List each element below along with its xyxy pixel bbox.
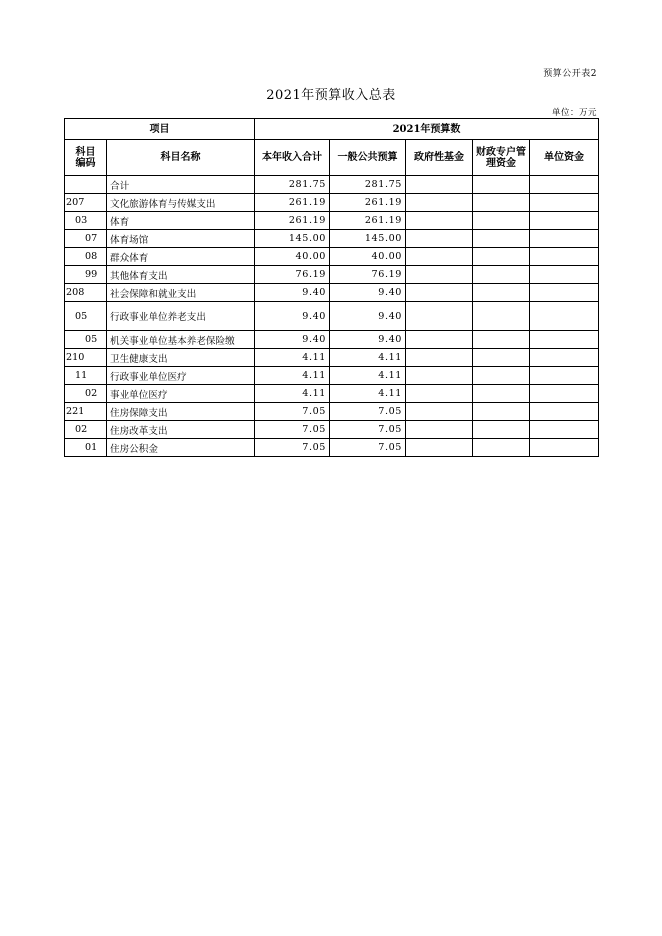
table-row — [65, 284, 599, 302]
table-row — [65, 302, 599, 331]
row-name: 合计 — [107, 176, 255, 194]
row-fund — [406, 284, 473, 302]
table-row — [65, 367, 599, 385]
row-unit-funds — [530, 331, 599, 349]
row-general: 7.05 — [330, 439, 406, 457]
row-name: 行政事业单位养老支出 — [107, 302, 255, 331]
row-name: 社会保障和就业支出 — [107, 284, 255, 302]
table-row — [65, 403, 599, 421]
row-special — [473, 421, 530, 439]
row-total: 9.40 — [255, 284, 330, 302]
row-name: 住房改革支出 — [107, 421, 255, 439]
row-name: 卫生健康支出 — [107, 349, 255, 367]
row-special — [473, 349, 530, 367]
row-unit-funds — [530, 349, 599, 367]
table-row — [65, 212, 599, 230]
row-general: 9.40 — [330, 284, 406, 302]
row-fund — [406, 176, 473, 194]
row-unit-funds — [530, 194, 599, 212]
unit-label: 单位：万元 — [551, 108, 597, 118]
row-total: 4.11 — [255, 367, 330, 385]
row-special — [473, 194, 530, 212]
row-special — [473, 367, 530, 385]
table-row — [65, 349, 599, 367]
row-code: 07 — [65, 230, 107, 248]
header-code: 科目编码 — [65, 140, 107, 176]
row-special — [473, 385, 530, 403]
row-general: 145.00 — [330, 230, 406, 248]
row-fund — [406, 302, 473, 331]
row-special — [473, 302, 530, 331]
row-special — [473, 248, 530, 266]
row-total: 9.40 — [255, 331, 330, 349]
row-unit-funds — [530, 403, 599, 421]
row-total: 40.00 — [255, 248, 330, 266]
budget-income-table — [64, 118, 599, 457]
row-unit-funds — [530, 212, 599, 230]
row-code: 02 — [65, 421, 107, 439]
row-name: 行政事业单位医疗 — [107, 367, 255, 385]
table-row — [65, 331, 599, 349]
row-special — [473, 284, 530, 302]
row-code: 210 — [65, 349, 107, 367]
row-general: 7.05 — [330, 403, 406, 421]
row-name: 事业单位医疗 — [107, 385, 255, 403]
header-budget-group: 2021年预算数 — [255, 119, 599, 140]
row-code: 05 — [65, 331, 107, 349]
row-name: 文化旅游体育与传媒支出 — [107, 194, 255, 212]
row-total: 7.05 — [255, 421, 330, 439]
row-fund — [406, 439, 473, 457]
row-code: 207 — [65, 194, 107, 212]
row-total: 76.19 — [255, 266, 330, 284]
row-general: 281.75 — [330, 176, 406, 194]
row-general: 4.11 — [330, 385, 406, 403]
row-general: 40.00 — [330, 248, 406, 266]
row-unit-funds — [530, 439, 599, 457]
row-name: 体育场馆 — [107, 230, 255, 248]
row-fund — [406, 248, 473, 266]
row-code: 03 — [65, 212, 107, 230]
row-name: 住房保障支出 — [107, 403, 255, 421]
row-general: 9.40 — [330, 331, 406, 349]
row-fund — [406, 230, 473, 248]
row-total: 7.05 — [255, 439, 330, 457]
row-special — [473, 403, 530, 421]
row-special — [473, 439, 530, 457]
row-fund — [406, 421, 473, 439]
row-code: 01 — [65, 439, 107, 457]
header-total: 本年收入合计 — [255, 140, 330, 176]
table-row — [65, 230, 599, 248]
header-name: 科目名称 — [107, 140, 255, 176]
table-row — [65, 176, 599, 194]
row-name: 住房公积金 — [107, 439, 255, 457]
row-total: 4.11 — [255, 385, 330, 403]
row-unit-funds — [530, 302, 599, 331]
row-code: 208 — [65, 284, 107, 302]
header-item-group: 项目 — [65, 119, 255, 140]
row-code: 08 — [65, 248, 107, 266]
row-fund — [406, 331, 473, 349]
header-unit-funds: 单位资金 — [530, 140, 599, 176]
row-special — [473, 212, 530, 230]
row-fund — [406, 349, 473, 367]
row-unit-funds — [530, 266, 599, 284]
table-row — [65, 248, 599, 266]
row-general: 76.19 — [330, 266, 406, 284]
row-fund — [406, 367, 473, 385]
row-code: 99 — [65, 266, 107, 284]
row-unit-funds — [530, 176, 599, 194]
header-special: 财政专户管理资金 — [473, 140, 530, 176]
row-total: 281.75 — [255, 176, 330, 194]
row-special — [473, 331, 530, 349]
row-special — [473, 266, 530, 284]
row-name: 体育 — [107, 212, 255, 230]
row-fund — [406, 212, 473, 230]
table-row — [65, 194, 599, 212]
page-title: 2021年预算收入总表 — [266, 88, 396, 103]
row-unit-funds — [530, 248, 599, 266]
row-fund — [406, 403, 473, 421]
row-unit-funds — [530, 421, 599, 439]
table-row — [65, 421, 599, 439]
row-total: 261.19 — [255, 212, 330, 230]
table-row — [65, 439, 599, 457]
row-total: 9.40 — [255, 302, 330, 331]
row-general: 4.11 — [330, 349, 406, 367]
row-code — [65, 176, 107, 194]
row-general: 261.19 — [330, 212, 406, 230]
form-id-label: 预算公开表2 — [543, 69, 597, 79]
row-code: 02 — [65, 385, 107, 403]
row-fund — [406, 266, 473, 284]
row-general: 9.40 — [330, 302, 406, 331]
row-general: 7.05 — [330, 421, 406, 439]
row-code: 05 — [65, 302, 107, 331]
row-unit-funds — [530, 367, 599, 385]
row-special — [473, 176, 530, 194]
row-code: 11 — [65, 367, 107, 385]
row-general: 261.19 — [330, 194, 406, 212]
row-fund — [406, 194, 473, 212]
header-general: 一般公共预算 — [330, 140, 406, 176]
row-fund — [406, 385, 473, 403]
row-total: 7.05 — [255, 403, 330, 421]
row-total: 261.19 — [255, 194, 330, 212]
table-row — [65, 385, 599, 403]
row-name: 其他体育支出 — [107, 266, 255, 284]
row-total: 145.00 — [255, 230, 330, 248]
row-unit-funds — [530, 230, 599, 248]
row-code: 221 — [65, 403, 107, 421]
header-fund: 政府性基金 — [406, 140, 473, 176]
row-special — [473, 230, 530, 248]
row-general: 4.11 — [330, 367, 406, 385]
row-unit-funds — [530, 385, 599, 403]
row-name: 机关事业单位基本养老保险缴 — [107, 331, 255, 349]
row-total: 4.11 — [255, 349, 330, 367]
row-unit-funds — [530, 284, 599, 302]
table-row — [65, 266, 599, 284]
row-name: 群众体育 — [107, 248, 255, 266]
